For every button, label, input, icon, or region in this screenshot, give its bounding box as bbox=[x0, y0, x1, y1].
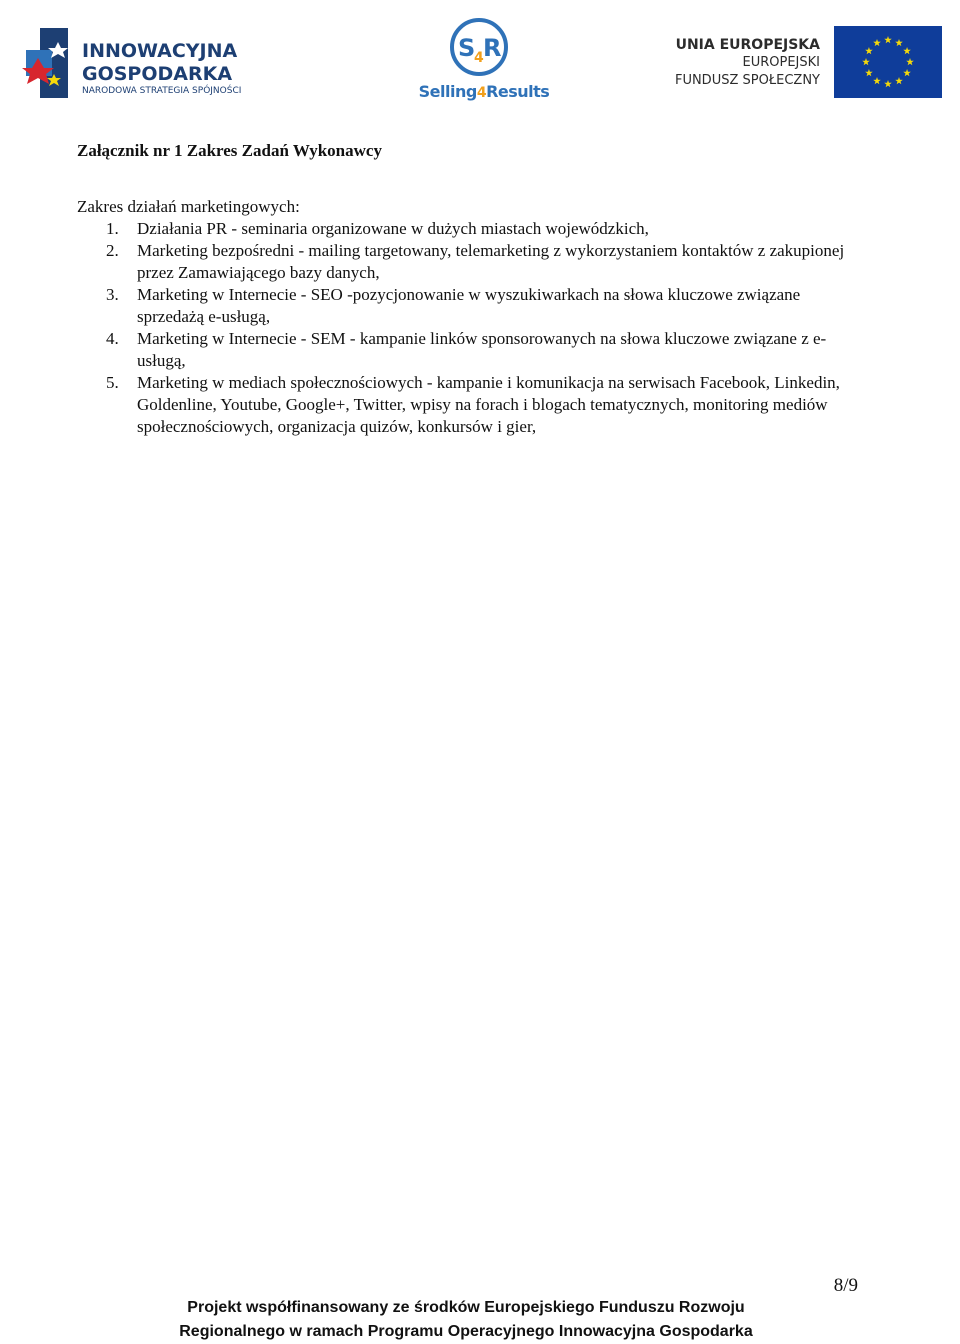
footer-line2: Regionalnego w ramach Programu Operacyjnego Innowacyjna Gospodarka bbox=[179, 1323, 753, 1340]
task-item bbox=[77, 218, 867, 240]
task-number: 1. bbox=[106, 219, 119, 238]
svg-text:4: 4 bbox=[474, 50, 484, 66]
wordmark-selling: Selling bbox=[418, 82, 477, 101]
task-item bbox=[77, 240, 867, 284]
selling4results-emblem-icon bbox=[450, 18, 508, 76]
task-text: Marketing w Internecie - SEM - kampanie linków sponsorowanych na słowa kluczowe związane z e-usługą, bbox=[137, 329, 827, 370]
section-intro: Zakres działań marketingowych: bbox=[77, 197, 300, 216]
task-item bbox=[77, 372, 867, 438]
eu-line1: UNIA EUROPEJSKA bbox=[675, 37, 820, 53]
page-number: 8/9 bbox=[833, 1275, 858, 1296]
svg-text:R: R bbox=[483, 34, 502, 62]
task-text: Działania PR - seminaria organizowane w dużych miastach wojewódzkich, bbox=[137, 219, 649, 238]
logo-left-line1: INNOWACYJNA bbox=[82, 40, 238, 62]
logo-left-line2: GOSPODARKA bbox=[82, 63, 233, 85]
task-list bbox=[77, 218, 867, 438]
task-number: 3. bbox=[106, 285, 119, 304]
task-number: 2. bbox=[106, 241, 119, 260]
eu-line2: EUROPEJSKI bbox=[742, 55, 820, 70]
task-item bbox=[77, 284, 867, 328]
eu-efs-logo bbox=[668, 26, 944, 104]
header-logos bbox=[0, 0, 960, 120]
eu-flag-icon bbox=[834, 26, 942, 98]
document-title: Załącznik nr 1 Zakres Zadań Wykonawcy bbox=[77, 141, 382, 160]
innowacyjna-gospodarka-emblem-icon bbox=[18, 24, 76, 102]
wordmark-results: Results bbox=[486, 82, 550, 101]
selling4results-wordmark bbox=[414, 82, 554, 101]
svg-text:S: S bbox=[458, 34, 476, 62]
innowacyjna-gospodarka-logo bbox=[18, 24, 263, 104]
selling4results-logo bbox=[414, 18, 554, 110]
document-body bbox=[77, 140, 867, 438]
task-text: Marketing w Internecie - SEO -pozycjonowanie w wyszukiwarkach na słowa kluczowe związane sprzedażą e-usługą, bbox=[137, 285, 801, 326]
eu-line3: FUNDUSZ SPOŁECZNY bbox=[674, 73, 820, 88]
footer-line1: Projekt współfinansowany ze środków Europejskiego Funduszu Rozwoju bbox=[187, 1299, 745, 1316]
task-text: Marketing bezpośredni - mailing targetowany, telemarketing z wykorzystaniem kontaktów z zakupionej przez Zamawiającego bazy danych, bbox=[137, 241, 845, 282]
task-number: 5. bbox=[106, 373, 119, 392]
eu-efs-text bbox=[675, 36, 820, 90]
logo-left-line3: NARODOWA STRATEGIA SPÓJNOŚCI bbox=[82, 86, 242, 96]
task-number: 4. bbox=[106, 329, 119, 348]
task-text: Marketing w mediach społecznościowych - kampanie i komunikacja na serwisach Facebook, Linkedin, Goldenline, Youtube, Google+, Twitter, wpisy na forach i blogach tematycznych, monitoring mediów społecznościowych, organizacja quizów, konkursów i gier, bbox=[137, 373, 840, 436]
task-item bbox=[77, 328, 867, 372]
wordmark-four: 4 bbox=[476, 85, 487, 101]
footer bbox=[0, 1296, 932, 1344]
